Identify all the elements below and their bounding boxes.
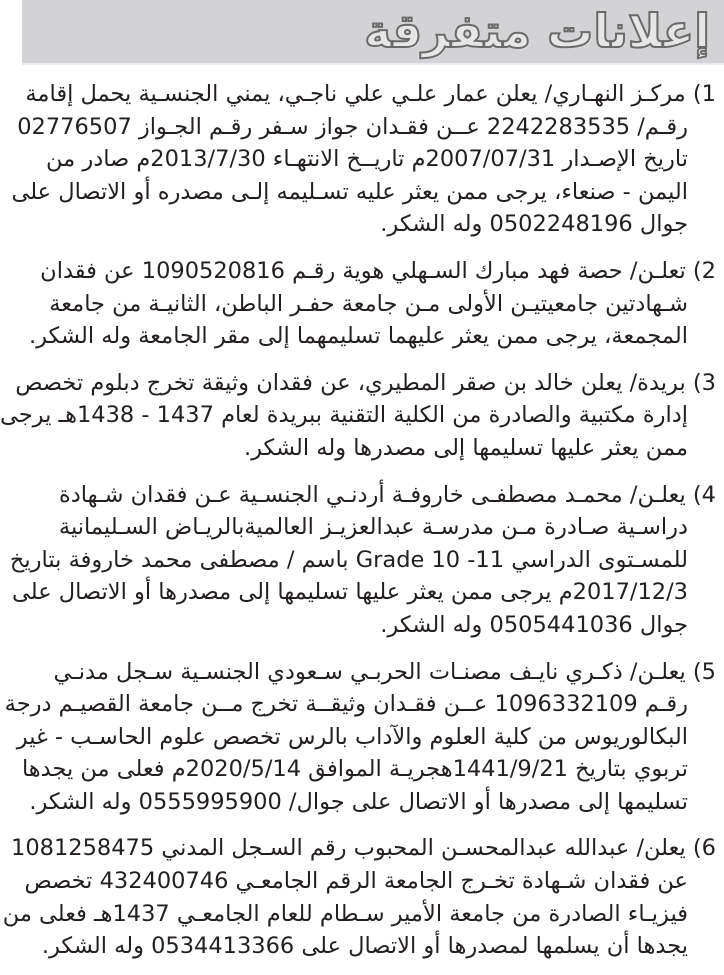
ad-line: 6) يعلن/ عبدالله عبدالمحسـن المحبوب رقم السـجل المدني 1081258475 xyxy=(11,835,716,862)
section-header-band xyxy=(22,0,724,65)
ad-line: ممن يعثر عليها تسليمها إلى مصدرها وله الشكر. xyxy=(243,434,688,461)
ad-number: 4) xyxy=(692,481,716,508)
ad-line: فيزيـاء الصادرة من جامعة الأمير سـطام للعام الجامعـي 1437هـ فعلى من xyxy=(2,900,688,927)
ad-number: 3) xyxy=(692,369,716,396)
ad-line: إدارة مكتبية والصادرة من الكلية التقنية ببريدة لعام 1437 - 1438هـ يرجى xyxy=(0,402,688,429)
ad-line: جوال 0502248196 وله الشكر. xyxy=(380,211,688,238)
ad-line: 4) يعلـن/ محمـد مصطفـى خاروفـة أردنـي الجنسـية عـن فقدان شـهادة xyxy=(58,481,716,508)
ad-line: البكالوريوس من كلية العلوم والآداب بالرس تخصص علوم الحاسـب - غير xyxy=(16,723,688,750)
ad-line: تربوي بتاريخ 1441/9/21هجريـة الموافق 2020/5/14م فعلى من يجدها xyxy=(21,756,688,783)
ad-number: 1) xyxy=(692,81,716,107)
ad-line: تاريخ الإصـدار 2007/07/31م تاريــخ الانتهـاء 2013/7/30م صادر من xyxy=(46,146,688,173)
classified-ad-5 xyxy=(4,656,716,819)
ad-line: 2) تعلـن/ حصة فهد مبارك السـهلي هوية رقـم 1090520816 عن فقدان xyxy=(40,257,716,284)
ad-line: اليمن - صنعاء، يرجى ممن يعثر عليه تسـليمه إلـى مصدره أو الاتصال على xyxy=(11,178,688,205)
classified-ad-4 xyxy=(9,479,716,642)
ad-line: يجدها أن يسلمها لمصدرها أو الاتصال على 0534413366 وله الشكر. xyxy=(41,933,688,960)
classified-ad-6 xyxy=(2,832,716,962)
ad-line: رقـم 1096332109 عــن فقـدان وثيقــة تخرج مــن جامعة القصيـم درجة xyxy=(4,691,688,718)
ad-line: للمسـتوى الدراسي 11- Grade 10 باسم / مصطفى محمد خاروفة بتاريخ xyxy=(9,546,688,573)
ad-number: 6) xyxy=(692,835,716,862)
ad-number: 2) xyxy=(692,257,716,284)
ad-line: عن فقدان شـهادة تخـرج الجامعة الرقم الجامعـي 432400746 تخصص xyxy=(24,868,688,895)
ad-line: تسليمها إلى مصدرها أو الاتصال على جوال/ 0555995900 وله الشكر. xyxy=(29,788,688,815)
classified-ads-list xyxy=(0,78,716,975)
ad-line: 3) بريدة/ يعلن خالد بن صقر المطيري، عن فقدان وثيقة تخرج دبلوم تخصص xyxy=(15,369,716,396)
ad-line: المجمعة، يرجى ممن يعثر عليهما تسليمهما إلى مقر الجامعة وله الشكر. xyxy=(28,323,688,350)
classified-ad-2 xyxy=(26,255,716,353)
classified-ad-1 xyxy=(11,78,716,241)
ad-line: شـهادتين جامعيتيـن الأولى مـن جامعة حفـر الباطن، الثانيـة من جامعة xyxy=(49,290,688,317)
classified-ad-3 xyxy=(0,367,716,465)
section-title: إعلانات متفرقة xyxy=(364,4,710,58)
ad-line: جوال 0505441036 وله الشكر. xyxy=(380,611,688,638)
ad-line: 5) يعلـن/ ذكـري نايـف مصنـات الحربـي سـعودي الجنسـية سـجل مدنـي xyxy=(53,658,716,685)
ad-line: 1) مركـز النهـاري/ يعلن عمار علـي علي ناجـي، يمني الجنسـية يحمل إقامة xyxy=(25,81,716,107)
ad-number: 5) xyxy=(692,658,716,685)
ad-line: 2017/12/3م يرجى ممن يعثر عليها تسليمها إلى مصدرها أو الاتصال على xyxy=(12,579,688,606)
ad-line: دراسـية صـادرة مـن مدرسـة عبدالعزيـز العالميةبالريـاض السـليمانية xyxy=(58,514,688,541)
ad-line: رقـم/ 2242283535 عــن فقـدان جواز سـفر رقـم الجـواز 02776507 xyxy=(17,113,688,140)
